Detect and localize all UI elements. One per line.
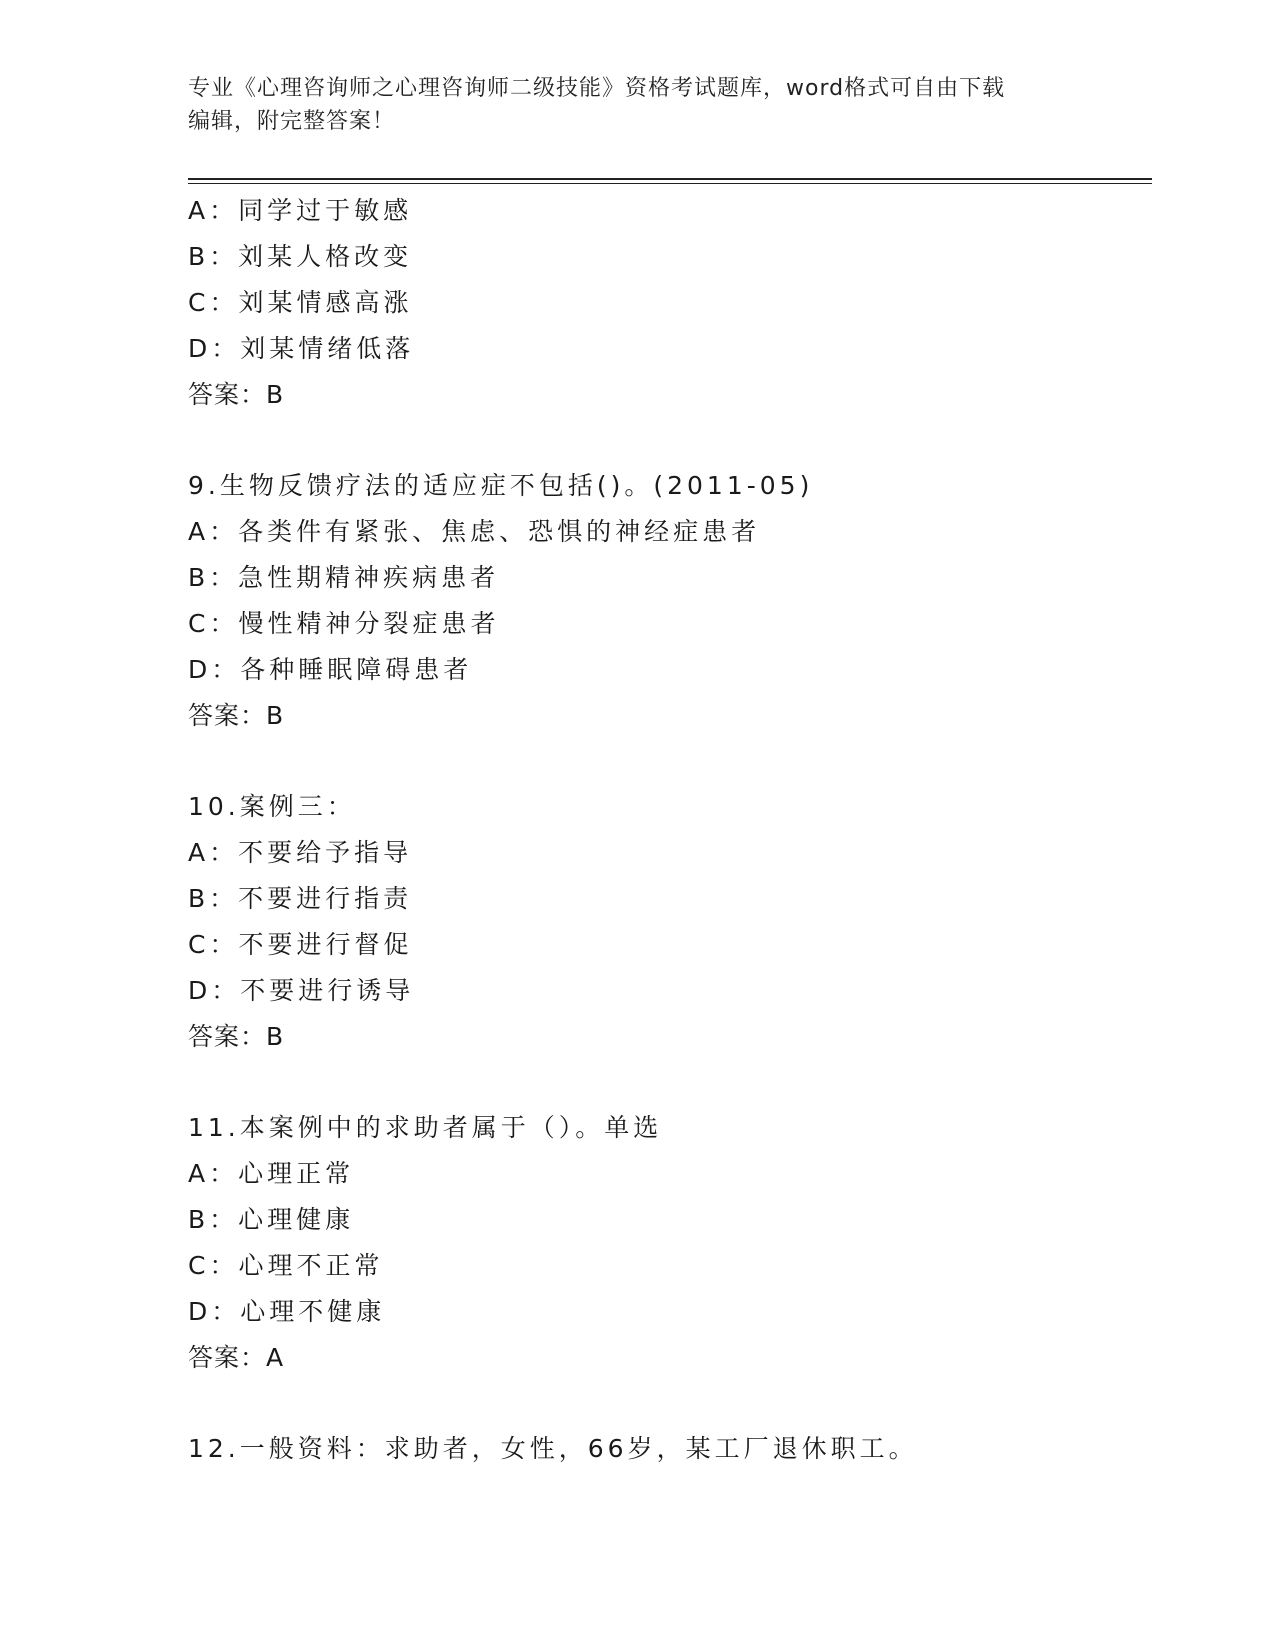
question-9 — [188, 463, 1152, 739]
option-d: D：各种睡眠障碍患者 — [188, 655, 473, 684]
question-stem: 10.案例三： — [188, 792, 356, 821]
header-divider-thin — [188, 183, 1152, 184]
question-11 — [188, 1105, 1152, 1381]
answer-line: 答案：B — [188, 380, 285, 409]
option-c: C：刘某情感高涨 — [188, 288, 413, 317]
option-d: D：不要进行诱导 — [188, 976, 415, 1005]
option-b: B：急性期精神疾病患者 — [188, 563, 500, 592]
header-line-1: 专业《心理咨询师之心理咨询师二级技能》资格考试题库，word格式可自由下载 — [188, 76, 1006, 101]
question-stem: 9.生物反馈疗法的适应症不包括()。(2011-05) — [188, 471, 814, 500]
option-a: A：各类件有紧张、焦虑、恐惧的神经症患者 — [188, 517, 761, 546]
answer-line: 答案：B — [188, 1022, 285, 1051]
spacer — [188, 739, 1152, 784]
document-header — [188, 72, 1088, 138]
option-b: B：不要进行指责 — [188, 884, 413, 913]
spacer — [188, 1381, 1152, 1426]
header-line-2: 编辑，附完整答案！ — [188, 109, 396, 134]
option-a: A：不要给予指导 — [188, 838, 413, 867]
option-b: B：心理健康 — [188, 1205, 355, 1234]
option-d: D：心理不健康 — [188, 1297, 386, 1326]
option-c: C：心理不正常 — [188, 1251, 384, 1280]
option-c: C：不要进行督促 — [188, 930, 413, 959]
header-divider-thick — [188, 178, 1152, 180]
question-partial — [188, 188, 1152, 418]
question-10 — [188, 784, 1152, 1060]
question-stem: 12.一般资料：求助者，女性，66岁，某工厂退休职工。 — [188, 1434, 918, 1463]
answer-line: 答案：B — [188, 701, 285, 730]
option-a: A：心理正常 — [188, 1159, 355, 1188]
spacer — [188, 1060, 1152, 1105]
question-12 — [188, 1426, 1152, 1472]
question-stem: 11.本案例中的求助者属于（）。单选 — [188, 1113, 663, 1142]
answer-line: 答案：A — [188, 1343, 285, 1372]
option-c: C：慢性精神分裂症患者 — [188, 609, 500, 638]
spacer — [188, 418, 1152, 463]
option-b: B：刘某人格改变 — [188, 242, 413, 271]
option-d: D：刘某情绪低落 — [188, 334, 415, 363]
option-a: A：同学过于敏感 — [188, 196, 413, 225]
question-list — [188, 188, 1152, 1472]
